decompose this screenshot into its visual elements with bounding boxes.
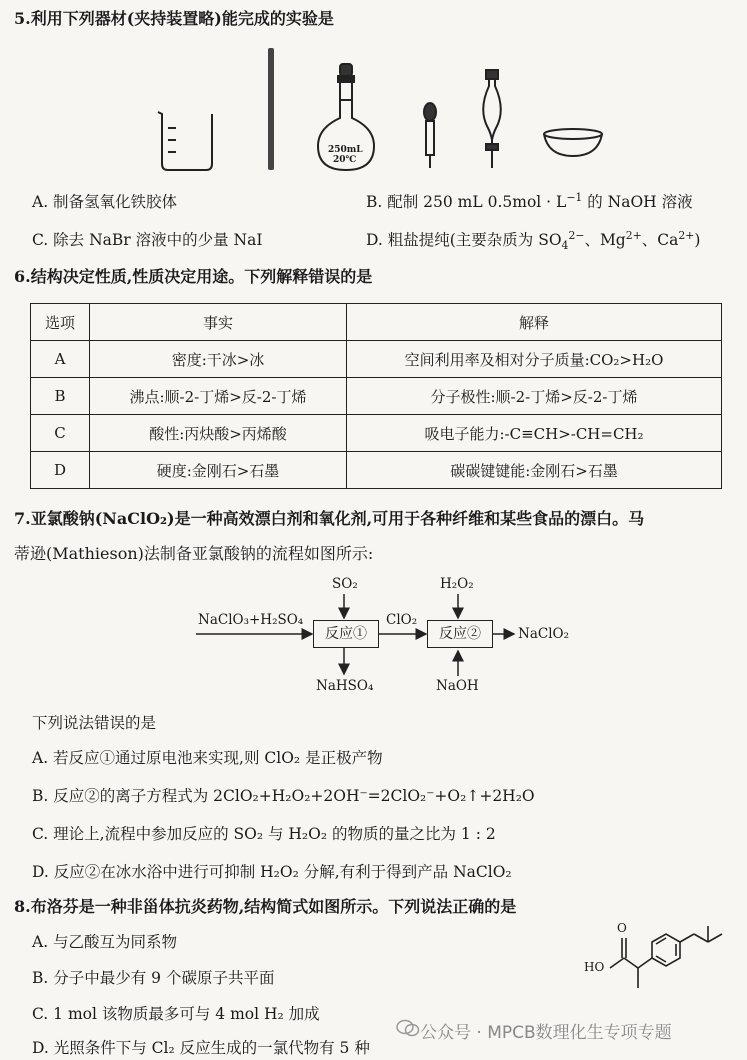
flask-label-temp: 20℃ (333, 155, 357, 165)
q7-stem-line2: 蒂逊(Mathieson)法制备亚氯酸钠的流程如图所示: (14, 544, 374, 563)
wechat-icon (396, 1018, 420, 1042)
flow-h2o2-label: H₂O₂ (440, 576, 474, 592)
flow-clo2-label: ClO₂ (386, 612, 418, 628)
evaporating-dish-icon (544, 129, 602, 156)
table-row (31, 378, 722, 415)
q6-stem: 6.结构决定性质,性质决定用途。下列解释错误的是 (14, 267, 373, 286)
flow-product-label: NaClO₂ (518, 626, 569, 642)
q5-option-c: C. 除去 NaBr 溶液中的少量 NaI (32, 231, 263, 249)
separatory-funnel-icon (483, 70, 501, 168)
table-row (31, 415, 722, 452)
table-cell: 吸电子能力:-C≡CH>-CH=CH₂ (347, 415, 722, 452)
beaker-icon (158, 112, 212, 170)
table-cell: A (31, 341, 90, 378)
q7-sub-stem: 下列说法错误的是 (32, 714, 157, 732)
table-cell: C (31, 415, 90, 452)
flow-naoh-label: NaOH (436, 678, 479, 694)
table-cell: 碳碳键键能:金刚石>石墨 (347, 452, 722, 489)
table-header-row (31, 304, 722, 341)
flow-reactor-1: 反应① (313, 620, 379, 648)
q7-stem-line1: 7.亚氯酸钠(NaClO₂)是一种高效漂白剂和氧化剂,可用于各种纤维和某些食品的漂白。马 (14, 509, 645, 528)
q5-option-d: D. 粗盐提纯(主要杂质为 $SO_4^{2-}$、$Mg^{2+}$、$Ca^{2+}$) (366, 228, 701, 253)
q8-option-b: B. 分子中最少有 9 个碳原子共平面 (32, 969, 275, 987)
structure-ho-label: HO (584, 960, 605, 974)
q8-option-c: C. 1 mol 该物质最多可与 4 mol H₂ 加成 (32, 1005, 320, 1023)
table-header: 事实 (90, 304, 347, 341)
q8-stem: 8.布洛芬是一种非甾体抗炎药物,结构简式如图所示。下列说法正确的是 (14, 897, 517, 916)
q5-option-b: B. 配制 250 mL $0.5mol \cdot L^{-1}$ 的 NaOH 溶液 (366, 190, 693, 211)
q6-table (30, 303, 722, 489)
q5-stem: 5.利用下列器材(夹持装置略)能完成的实验是 (14, 9, 334, 28)
table-cell: 沸点:顺-2-丁烯>反-2-丁烯 (90, 378, 347, 415)
q7-option-b: B. 反应②的离子方程式为 2ClO₂+H₂O₂+2OH⁻=2ClO₂⁻+O₂↑+2H₂O (32, 787, 535, 805)
table-row (31, 452, 722, 489)
q7-option-c: C. 理论上,流程中参加反应的 SO₂ 与 H₂O₂ 的物质的量之比为 1 : 2 (32, 825, 496, 843)
glass-rod-icon (268, 48, 274, 170)
table-row (31, 341, 722, 378)
table-cell: D (31, 452, 90, 489)
table-cell: 空间利用率及相对分子质量:CO₂>H₂O (347, 341, 722, 378)
dropper-icon (424, 103, 436, 168)
table-cell: 酸性:丙炔酸>丙烯酸 (90, 415, 347, 452)
flow-so2-label: SO₂ (332, 576, 358, 592)
q7-option-d: D. 反应②在冰水浴中进行可抑制 H₂O₂ 分解,有利于得到产品 NaClO₂ (32, 863, 512, 881)
table-cell: 密度:干冰>冰 (90, 341, 347, 378)
q8-option-a: A. 与乙酸互为同系物 (32, 933, 178, 951)
table-cell: 分子极性:顺-2-丁烯>反-2-丁烯 (347, 378, 722, 415)
table-header: 解释 (347, 304, 722, 341)
watermark: 公众号 · MPCB数理化生专项专题 (420, 1023, 672, 1043)
flow-input-label: NaClO₃+H₂SO₄ (198, 612, 304, 628)
flask-label-volume: 250mL (328, 145, 363, 155)
flow-nahso4-label: NaHSO₄ (316, 678, 374, 694)
table-cell: B (31, 378, 90, 415)
q7-option-a: A. 若反应①通过原电池来实现,则 ClO₂ 是正极产物 (32, 749, 383, 767)
q5-option-a: A. 制备氢氧化铁胶体 (32, 193, 178, 211)
table-cell: 硬度:金刚石>石墨 (90, 452, 347, 489)
structure-o-label: O (617, 921, 627, 935)
q8-option-d: D. 光照条件下与 Cl₂ 反应生成的一氯代物有 5 种 (32, 1039, 370, 1057)
q5-apparatus (0, 40, 747, 180)
flow-reactor-2: 反应② (427, 620, 493, 648)
table-header: 选项 (31, 304, 90, 341)
